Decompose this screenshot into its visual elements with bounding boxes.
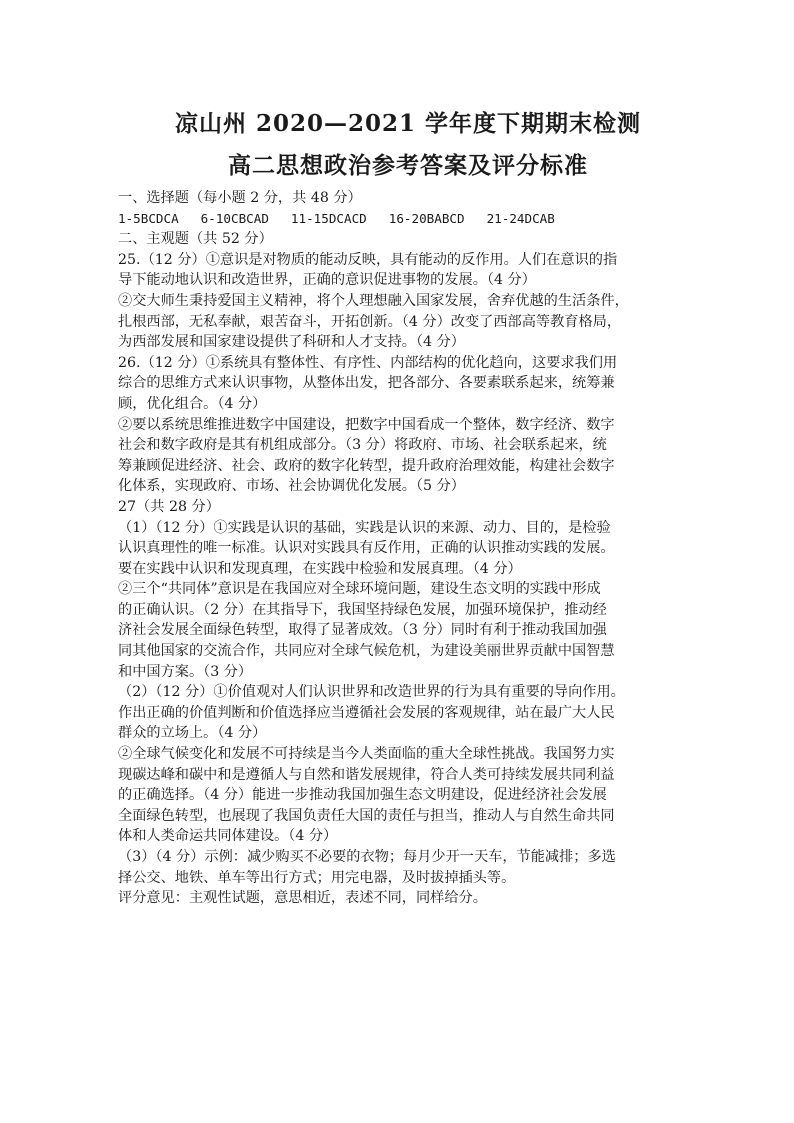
choice-answer: 11-15DCACD [290, 210, 367, 226]
answer-line: 的正确认识。（2 分）在其指导下，我国坚持绿色发展，加强环境保护，推动经 [118, 601, 607, 618]
answer-line: 社会和数字政府是其有机组成部分。（3 分）将政府、市场、社会联系起来，统 [118, 437, 607, 454]
answer-line: 综合的思维方式来认识事物，从整体出发，把各部分、各要素联系起来，统筹兼 [118, 375, 615, 392]
answer-line: ②全球气候变化和发展不可持续是当今人类面临的重大全球性挑战。我国努力实 [118, 746, 615, 763]
choice-answer: 16-20BABCD [388, 210, 465, 226]
document-title: 凉山州 2020—2021 学年度下期期末检测 [174, 110, 642, 137]
answer-line: 认识真理性的唯一标准。认识对实践具有反作用，正确的认识推动实践的发展。 [118, 540, 615, 557]
choice-answer: 1-5BCDCA [118, 210, 179, 226]
section-heading-subjective: 二、主观题（共 52 分） [118, 231, 273, 248]
answer-line: 筹兼顾促进经济、社会、政府的数字化转型，提升政府治理效能，构建社会数字 [118, 457, 615, 474]
answer-line: （1）（12 分）①实践是认识的基础，实践是认识的来源、动力、目的，是检验 [118, 519, 611, 536]
subjective-answers [118, 250, 698, 909]
section-heading-choice: 一、选择题（每小题 2 分，共 48 分） [118, 190, 362, 206]
answer-line: 济社会发展全面绿色转型，取得了显著成效。（3 分）同时有利于推动我国加强 [118, 622, 607, 639]
answer-line: ②要以系统思维推进数字中国建设，把数字中国看成一个整体，数字经济、数字 [118, 416, 615, 433]
answer-line: 同其他国家的交流合作，共同应对全球气候危机，为建设美丽世界贡献中国智慧 [118, 643, 615, 660]
answer-line: 群众的立场上。（4 分） [118, 725, 267, 742]
answer-line: 择公交、地铁、单车等出行方式；用完电器，及时拔掉插头等。 [118, 869, 516, 886]
choice-answer: 21-24DCAB [486, 210, 555, 226]
answer-line: 全面绿色转型，也展现了我国负责任大国的责任与担当，推动人与自然生命共同 [118, 807, 615, 824]
answer-line: （3）（4 分）示例：减少购买不必要的衣物；每月少开一天车，节能减排；多选 [118, 849, 616, 865]
answer-line: 和中国方案。（3 分） [118, 663, 253, 680]
answer-line: 26.（12 分）①系统具有整体性、有序性、内部结构的优化趋向，这要求我们用 [118, 354, 618, 371]
document-subtitle: 高二思想政治参考答案及评分标准 [228, 152, 588, 179]
answer-line: 顾，优化组合。（4 分） [118, 395, 267, 412]
grading-note: 评分意见：主观性试题，意思相近，表述不同，同样给分。 [118, 890, 487, 907]
choice-answer-list [118, 209, 698, 230]
answer-line: 27（共 28 分） [118, 498, 220, 515]
choice-answer: 6-10CBCAD [200, 210, 269, 226]
document-body [118, 188, 698, 909]
answer-line: 作出正确的价值判断和价值选择应当遵循社会发展的客观规律，站在最广大人民 [118, 704, 615, 721]
answer-line: （2）（12 分）①价值观对人们认识世界和改造世界的行为具有重要的导向作用。 [118, 684, 625, 701]
answer-line: 为西部发展和国家建设提供了科研和人才支持。（4 分） [118, 334, 465, 351]
answer-line: 25.（12 分）①意识是对物质的能动反映，具有能动的反作用。人们在意识的指 [118, 251, 618, 268]
answer-line: 导下能动地认识和改造世界，正确的意识促进事物的发展。（4 分） [118, 272, 536, 289]
answer-line: 现碳达峰和碳中和是遵循人与自然和谐发展规律，符合人类可持续发展共同利益 [118, 766, 615, 783]
answer-line: 扎根西部，无私奉献，艰苦奋斗，开拓创新。（4 分）改变了西部高等教育格局， [118, 313, 622, 330]
answer-line: ②交大师生秉持爱国主义精神，将个人理想融入国家发展，舍弃优越的生活条件， [118, 292, 629, 309]
answer-line: 的正确选择。（4 分）能进一步推动我国加强生态文明建设，促进经济社会发展 [118, 787, 607, 804]
answer-line: 化体系，实现政府、市场、社会协调优化发展。（5 分） [118, 478, 465, 495]
answer-line: ②三个“共同体”意识是在我国应对全球环境问题，建设生态文明的实践中形成 [118, 581, 601, 598]
answer-line: 要在实践中认识和发现真理，在实践中检验和发展真理。（4 分） [118, 560, 522, 577]
answer-line: 体和人类命运共同体建设。（4 分） [118, 828, 338, 845]
